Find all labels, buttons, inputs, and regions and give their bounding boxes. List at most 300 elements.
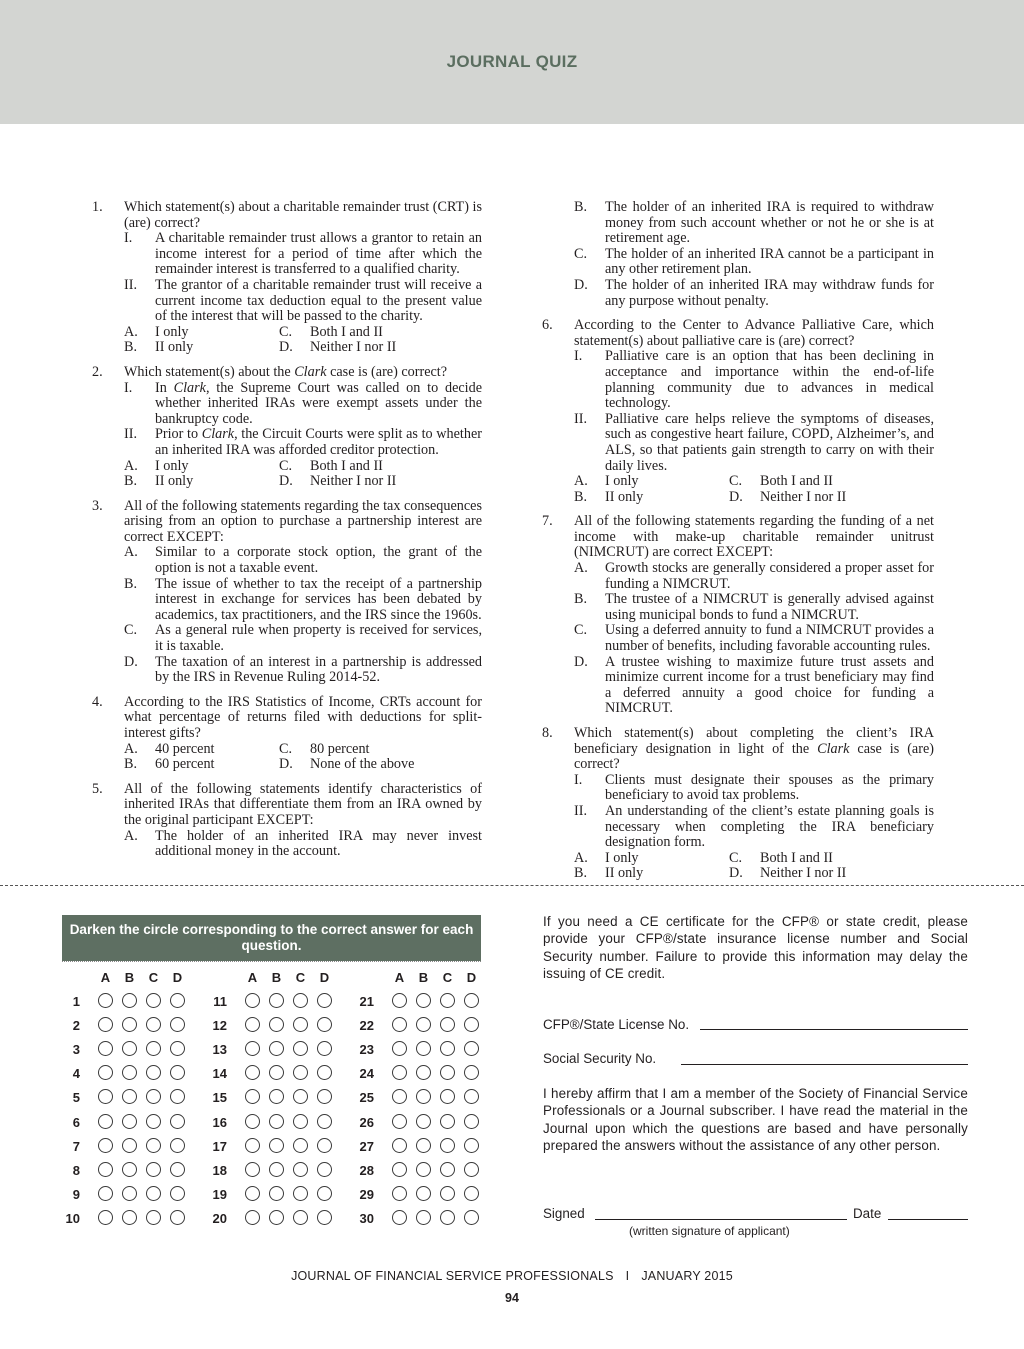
choice-key: B. xyxy=(574,488,588,505)
answer-number: 12 xyxy=(212,1018,227,1034)
answer-bubble[interactable] xyxy=(269,993,284,1008)
answer-bubble[interactable] xyxy=(269,1114,284,1129)
choice-text: II only xyxy=(155,339,194,356)
answer-bubble[interactable] xyxy=(464,993,479,1008)
answer-bubble[interactable] xyxy=(317,1017,332,1032)
statement xyxy=(124,577,482,624)
statement-key: D. xyxy=(124,653,138,670)
answer-bubble[interactable] xyxy=(98,1138,113,1153)
answer-bubble[interactable] xyxy=(122,1017,137,1032)
ssn-field[interactable] xyxy=(681,1064,968,1065)
answer-number: 14 xyxy=(212,1066,227,1082)
choice xyxy=(124,757,279,773)
answer-bubble[interactable] xyxy=(146,993,161,1008)
choice-text: Neither I nor II xyxy=(760,488,847,505)
statement-key: II. xyxy=(574,802,587,819)
answer-bubble[interactable] xyxy=(392,1114,407,1129)
question-5-continued xyxy=(542,200,934,309)
question-number: 7. xyxy=(542,513,553,530)
answer-bubble[interactable] xyxy=(146,1114,161,1129)
answer-bubble[interactable] xyxy=(269,1162,284,1177)
answer-bubble[interactable] xyxy=(146,1162,161,1177)
choice xyxy=(729,866,934,882)
answer-bubble[interactable] xyxy=(269,1089,284,1104)
choice-text: II only xyxy=(605,865,644,882)
answer-bubble[interactable] xyxy=(392,1162,407,1177)
answer-letter: C xyxy=(295,970,306,985)
choice xyxy=(279,474,482,490)
license-label: CFP®/State License No. xyxy=(543,1017,690,1032)
statement-text: Clients must designate their spouses as the primary beneficiary to avoid tax problems. xyxy=(605,771,934,804)
answer-bubble[interactable] xyxy=(440,1210,455,1225)
answer-bubble[interactable] xyxy=(269,1210,284,1225)
statement-text: The holder of an inherited IRA may withdraw funds for any purpose without penalty. xyxy=(605,276,934,309)
choice xyxy=(124,325,279,341)
answer-number: 15 xyxy=(212,1090,227,1106)
answer-letter: D xyxy=(466,970,477,985)
answer-bubble[interactable] xyxy=(122,993,137,1008)
answer-bubble[interactable] xyxy=(416,1065,431,1080)
choice-text: Both I and II xyxy=(760,849,833,866)
choice-text: 40 percent xyxy=(155,740,215,757)
statement-key: C. xyxy=(574,245,588,262)
answer-bubble[interactable] xyxy=(293,993,308,1008)
answer-bubble[interactable] xyxy=(245,993,260,1008)
date-field[interactable] xyxy=(888,1219,968,1220)
footer-separator: I xyxy=(625,1269,630,1283)
statement xyxy=(124,231,482,278)
statement xyxy=(124,829,482,860)
license-number-field[interactable] xyxy=(700,1029,968,1030)
question-number: 5. xyxy=(92,780,103,797)
answer-choices xyxy=(574,851,934,882)
answer-bubble[interactable] xyxy=(317,1065,332,1080)
statement xyxy=(124,278,482,325)
answer-bubble[interactable] xyxy=(392,1065,407,1080)
statement xyxy=(124,381,482,428)
answer-bubble[interactable] xyxy=(122,1210,137,1225)
answer-bubble[interactable] xyxy=(392,1210,407,1225)
answer-bubble[interactable] xyxy=(98,1162,113,1177)
answer-bubble[interactable] xyxy=(440,1162,455,1177)
choice xyxy=(124,459,279,475)
choice-key: C. xyxy=(279,323,293,340)
answer-bubble[interactable] xyxy=(416,1186,431,1201)
journal-name: JOURNAL OF FINANCIAL SERVICE PROFESSIONALS xyxy=(291,1269,614,1283)
question-text-part: case is (are) correct? xyxy=(326,363,448,380)
choice xyxy=(574,851,729,867)
answer-bubble[interactable] xyxy=(464,1065,479,1080)
question-3 xyxy=(92,499,482,686)
statement-text: Growth stocks are generally considered a proper asset for funding a NIMCRUT. xyxy=(605,560,934,592)
choice-text: II only xyxy=(155,473,194,490)
answer-bubble[interactable] xyxy=(440,1114,455,1129)
answer-bubble[interactable] xyxy=(416,1210,431,1225)
answer-bubble[interactable] xyxy=(245,1089,260,1104)
choice-key: D. xyxy=(729,865,743,882)
choice-key: B. xyxy=(124,756,138,773)
statement-key: C. xyxy=(574,622,588,639)
question-number: 8. xyxy=(542,725,553,741)
answer-letter: B xyxy=(271,970,282,985)
answer-bubble[interactable] xyxy=(293,1138,308,1153)
statement-key: I. xyxy=(574,771,583,788)
choice xyxy=(729,474,934,490)
choice-key: C. xyxy=(729,849,743,866)
answer-bubble[interactable] xyxy=(98,1089,113,1104)
answer-bubble[interactable] xyxy=(122,1186,137,1201)
answer-bubble[interactable] xyxy=(245,1138,260,1153)
statement-key: II. xyxy=(124,276,137,293)
answer-bubble[interactable] xyxy=(440,1138,455,1153)
choice xyxy=(729,851,934,867)
answer-bubble[interactable] xyxy=(245,1041,260,1056)
answer-bubble[interactable] xyxy=(98,1186,113,1201)
answer-bubble[interactable] xyxy=(170,993,185,1008)
answer-bubble[interactable] xyxy=(245,1114,260,1129)
answer-bubble[interactable] xyxy=(122,1114,137,1129)
answer-bubble[interactable] xyxy=(317,1162,332,1177)
choice xyxy=(124,474,279,490)
question-number: 6. xyxy=(542,317,553,334)
answer-bubble[interactable] xyxy=(293,1041,308,1056)
answer-bubble[interactable] xyxy=(293,1210,308,1225)
answer-bubble[interactable] xyxy=(170,1017,185,1032)
answer-bubble[interactable] xyxy=(392,1041,407,1056)
answer-letter: D xyxy=(172,970,183,985)
page-header xyxy=(0,0,1024,124)
statement xyxy=(574,349,934,411)
statement-text: Using a deferred annuity to fund a NIMCRUT provides a number of benefits, including favorable accounting rules. xyxy=(605,622,934,655)
question-text: All of the following statements regarding the funding of a net income with make-up charitable remainder unitrust (NIMCRUT) are correct EXCEPT: xyxy=(574,513,934,561)
answer-number: 28 xyxy=(359,1162,374,1178)
answer-bubble[interactable] xyxy=(170,1041,185,1056)
answer-bubble[interactable] xyxy=(170,1210,185,1225)
choice-key: A. xyxy=(124,457,138,474)
answer-bubble[interactable] xyxy=(245,1065,260,1080)
choice-text: I only xyxy=(155,323,189,340)
answer-bubble[interactable] xyxy=(146,1041,161,1056)
answer-number: 17 xyxy=(212,1138,227,1154)
answer-bubble[interactable] xyxy=(122,1162,137,1177)
answer-bubble[interactable] xyxy=(269,1041,284,1056)
answer-bubble[interactable] xyxy=(440,993,455,1008)
answer-number: 16 xyxy=(212,1114,227,1130)
statement-text: The holder of an inherited IRA is required to withdraw money from such account whether or not he or she is at retirement age. xyxy=(605,199,934,247)
question-4 xyxy=(92,695,482,773)
page-number: 94 xyxy=(505,1291,519,1305)
answer-number: 9 xyxy=(72,1186,80,1202)
answer-number: 3 xyxy=(72,1042,80,1058)
question-text-part: case is (are) correct? xyxy=(574,740,934,773)
choice-key: A. xyxy=(124,323,138,340)
answer-letter: B xyxy=(418,970,429,985)
answer-bubble[interactable] xyxy=(170,1089,185,1104)
answer-bubble[interactable] xyxy=(245,1162,260,1177)
statement xyxy=(574,592,934,623)
choice xyxy=(124,340,279,356)
statement xyxy=(574,412,934,474)
answer-bubble[interactable] xyxy=(98,993,113,1008)
statement-text: A trustee wishing to maximize future trust assets and minimize current income for a trust beneficiary may find a deferred annuity a good choice for funding a NIMCRUT. xyxy=(605,653,934,717)
statement-key: A. xyxy=(124,544,138,561)
cut-line xyxy=(0,885,1024,886)
answer-number: 22 xyxy=(359,1018,374,1034)
statement-text: The taxation of an interest in a partnership is addressed by the IRS in Revenue Ruling 2014-52. xyxy=(155,653,482,686)
choice-text: I only xyxy=(605,849,639,866)
signature-field[interactable] xyxy=(595,1219,847,1220)
answer-bubble[interactable] xyxy=(317,1138,332,1153)
statement-text: Prior to xyxy=(155,426,202,443)
choice xyxy=(574,866,729,882)
answer-bubble[interactable] xyxy=(464,1114,479,1129)
answer-bubble[interactable] xyxy=(146,1089,161,1104)
statement-key: D. xyxy=(574,276,588,293)
answer-bubble[interactable] xyxy=(440,1041,455,1056)
choice-key: D. xyxy=(729,488,743,505)
choice-text: I only xyxy=(155,457,189,474)
answer-letter: C xyxy=(442,970,453,985)
statement-key: II. xyxy=(124,426,137,443)
answer-bubble[interactable] xyxy=(245,1017,260,1032)
choice-text: II only xyxy=(605,488,644,505)
statement-key: I. xyxy=(124,379,133,396)
question-5 xyxy=(92,782,482,860)
answer-bubble[interactable] xyxy=(170,1138,185,1153)
answer-number: 30 xyxy=(359,1210,374,1226)
question-text-part: Which statement(s) about completing the client’s IRA beneficiary designation in light of the xyxy=(574,725,934,757)
answer-bubble[interactable] xyxy=(245,1186,260,1201)
answer-bubble[interactable] xyxy=(146,1017,161,1032)
answer-bubble[interactable] xyxy=(464,1089,479,1104)
answer-bubble[interactable] xyxy=(293,1114,308,1129)
question-7 xyxy=(542,514,934,717)
answer-choices xyxy=(124,325,482,356)
answer-bubble[interactable] xyxy=(416,1138,431,1153)
answer-bubble[interactable] xyxy=(440,1017,455,1032)
answer-bubble[interactable] xyxy=(464,1210,479,1225)
statement-text: , the Circuit Courts were split as to whether an inherited IRA was afforded creditor protection. xyxy=(155,426,482,458)
answer-bubble[interactable] xyxy=(416,1017,431,1032)
answer-bubble[interactable] xyxy=(146,1065,161,1080)
statement-text: The grantor of a charitable remainder trust will receive a current income tax deduction equal to the present value of the interest that will be passed to the charity. xyxy=(155,276,482,325)
answer-bubble[interactable] xyxy=(170,1065,185,1080)
answer-number: 27 xyxy=(359,1138,374,1154)
answer-bubble[interactable] xyxy=(416,993,431,1008)
choice-key: D. xyxy=(279,473,293,490)
statement xyxy=(574,804,934,851)
question-text: According to the Center to Advance Palliative Care, which statement(s) about palliative care is (are) correct? xyxy=(574,317,934,349)
choice xyxy=(124,742,279,758)
answer-bubble[interactable] xyxy=(269,1138,284,1153)
answer-bubble[interactable] xyxy=(392,1186,407,1201)
answer-number: 13 xyxy=(212,1042,227,1058)
choice-key: A. xyxy=(574,849,588,866)
questions-right-column xyxy=(542,200,934,891)
answer-bubble[interactable] xyxy=(293,1065,308,1080)
case-name: Clark xyxy=(817,740,850,757)
statement-key: I. xyxy=(124,230,133,247)
statement-text: The trustee of a NIMCRUT is generally advised against using municipal bonds to fund a NIMCRUT. xyxy=(605,591,934,623)
answer-bubble[interactable] xyxy=(317,1114,332,1129)
answer-bubble[interactable] xyxy=(416,1089,431,1104)
answer-bubble[interactable] xyxy=(293,1162,308,1177)
answer-bubble[interactable] xyxy=(317,1210,332,1225)
answer-bubble[interactable] xyxy=(269,1017,284,1032)
statement-text: The issue of whether to tax the receipt of a partnership interest in exchange for services has been debated by academics, tax practitioners, and the IRS since the 1960s. xyxy=(155,575,482,623)
answer-bubble[interactable] xyxy=(392,1089,407,1104)
answer-bubble[interactable] xyxy=(146,1138,161,1153)
statement-key: I. xyxy=(574,348,583,365)
question-8 xyxy=(542,726,934,882)
answer-bubble[interactable] xyxy=(440,1089,455,1104)
question-number: 3. xyxy=(92,497,103,514)
choice-text: Neither I nor II xyxy=(310,473,397,490)
answer-letter: A xyxy=(100,970,111,985)
choice-text: Neither I nor II xyxy=(310,339,397,356)
issue-date: JANUARY 2015 xyxy=(641,1269,733,1283)
statement xyxy=(124,427,482,458)
answer-bubble[interactable] xyxy=(317,1089,332,1104)
answer-bubble[interactable] xyxy=(98,1210,113,1225)
statement xyxy=(574,561,934,592)
answer-number: 10 xyxy=(65,1210,80,1226)
choice-text: Both I and II xyxy=(310,323,383,340)
statement-text: The holder of an inherited IRA cannot be a participant in any other retirement plan. xyxy=(605,245,934,278)
question-text xyxy=(124,365,482,381)
statement-text: As a general rule when property is received for services, it is taxable. xyxy=(155,622,482,655)
statement xyxy=(124,655,482,686)
answer-bubble[interactable] xyxy=(122,1041,137,1056)
choice-key: C. xyxy=(279,457,293,474)
question-text-part: Which statement(s) about the xyxy=(124,363,295,380)
question-2 xyxy=(92,365,482,490)
affirmation xyxy=(543,1085,968,1155)
question-text xyxy=(574,726,934,773)
choice-key: B. xyxy=(574,865,588,882)
answer-bubble[interactable] xyxy=(122,1065,137,1080)
statement-key: B. xyxy=(124,575,138,592)
answer-letter: A xyxy=(394,970,405,985)
choice xyxy=(279,325,482,341)
answer-bubble[interactable] xyxy=(464,1162,479,1177)
answer-bubble[interactable] xyxy=(170,1186,185,1201)
choice xyxy=(279,459,482,475)
answer-bubble[interactable] xyxy=(317,993,332,1008)
statement xyxy=(574,623,934,654)
page-footer xyxy=(0,1269,1024,1283)
answer-bubble[interactable] xyxy=(416,1041,431,1056)
answer-bubble[interactable] xyxy=(98,1065,113,1080)
answer-number: 5 xyxy=(72,1090,80,1106)
answer-bubble[interactable] xyxy=(245,1210,260,1225)
choice xyxy=(279,742,482,758)
question-text: All of the following statements regarding the tax consequences arising from an option to purchase a partnership interest are correct EXCEPT: xyxy=(124,497,482,545)
answer-bubble[interactable] xyxy=(293,1186,308,1201)
question-1 xyxy=(92,200,482,356)
answer-bubble[interactable] xyxy=(122,1138,137,1153)
statement xyxy=(574,655,934,717)
statement xyxy=(574,200,934,247)
question-text: According to the IRS Statistics of Income, CRTs account for what percentage of returns filed with deductions for split-interest gifts? xyxy=(124,693,482,741)
choice xyxy=(574,474,729,490)
answer-bubble[interactable] xyxy=(146,1186,161,1201)
answer-bubble[interactable] xyxy=(170,1162,185,1177)
question-text: Which statement(s) about a charitable remainder trust (CRT) is (are) correct? xyxy=(124,199,482,231)
answer-bubble[interactable] xyxy=(293,1017,308,1032)
answer-bubble[interactable] xyxy=(464,1138,479,1153)
statement-key: A. xyxy=(124,827,138,844)
answer-bubble[interactable] xyxy=(293,1089,308,1104)
choice-text: Neither I nor II xyxy=(760,865,847,882)
ce-instructions xyxy=(543,913,968,983)
answer-bubble[interactable] xyxy=(146,1210,161,1225)
answer-letter: D xyxy=(319,970,330,985)
answer-bubble[interactable] xyxy=(464,1041,479,1056)
answer-letter: B xyxy=(124,970,135,985)
answer-bubble[interactable] xyxy=(98,1041,113,1056)
answer-bubble[interactable] xyxy=(317,1186,332,1201)
answer-bubble[interactable] xyxy=(416,1162,431,1177)
page-title: JOURNAL QUIZ xyxy=(446,52,578,71)
choice xyxy=(279,757,482,773)
answer-number: 29 xyxy=(359,1186,374,1202)
signed-label: Signed xyxy=(543,1206,585,1221)
answer-bubble[interactable] xyxy=(392,993,407,1008)
answer-choices xyxy=(124,742,482,773)
statement-key: B. xyxy=(574,199,588,215)
question-number: 1. xyxy=(92,199,103,215)
answer-bubble[interactable] xyxy=(416,1114,431,1129)
choice-key: D. xyxy=(279,339,293,356)
answer-bubble[interactable] xyxy=(392,1138,407,1153)
choice xyxy=(574,490,729,506)
statement-key: A. xyxy=(574,560,588,577)
answer-bubble[interactable] xyxy=(317,1041,332,1056)
answer-number: 24 xyxy=(359,1066,374,1082)
choice xyxy=(729,490,934,506)
answer-bubble[interactable] xyxy=(98,1114,113,1129)
choice-key: A. xyxy=(574,473,588,490)
answer-bubble[interactable] xyxy=(122,1089,137,1104)
answer-number: 4 xyxy=(72,1066,80,1082)
answer-sheet-divider xyxy=(62,961,481,962)
date-label: Date xyxy=(853,1206,882,1221)
answer-bubble[interactable] xyxy=(269,1186,284,1201)
answer-bubble[interactable] xyxy=(440,1186,455,1201)
answer-bubble[interactable] xyxy=(392,1017,407,1032)
statement xyxy=(574,278,934,309)
case-name: Clark xyxy=(294,363,327,380)
statement xyxy=(574,773,934,804)
answer-bubble[interactable] xyxy=(440,1065,455,1080)
answer-bubble[interactable] xyxy=(98,1017,113,1032)
answer-number: 26 xyxy=(359,1114,374,1130)
answer-bubble[interactable] xyxy=(464,1017,479,1032)
choice-key: C. xyxy=(729,473,743,490)
answer-bubble[interactable] xyxy=(464,1186,479,1201)
answer-number: 11 xyxy=(213,994,227,1009)
signature-note: (written signature of applicant) xyxy=(629,1224,790,1238)
answer-letter: A xyxy=(247,970,258,985)
answer-bubble[interactable] xyxy=(269,1065,284,1080)
ssn-label: Social Security No. xyxy=(543,1051,657,1066)
answer-number: 21 xyxy=(359,994,374,1009)
choice-text: Both I and II xyxy=(760,473,833,490)
statement-key: II. xyxy=(574,410,587,427)
statement-text: In xyxy=(155,379,174,396)
answer-bubble[interactable] xyxy=(170,1114,185,1129)
